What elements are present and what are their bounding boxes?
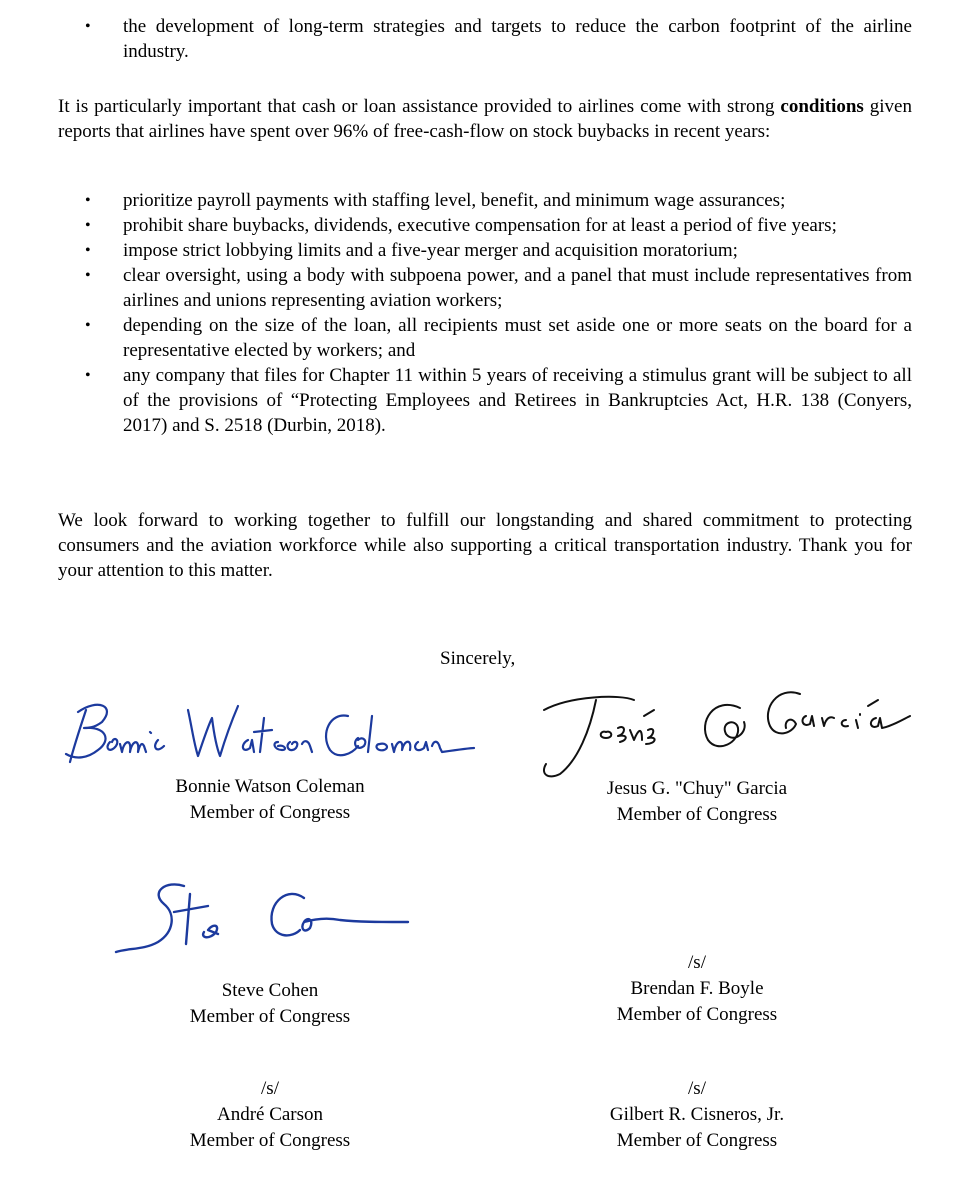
signature-cohen-icon (108, 872, 418, 962)
bullet-icon: • (85, 192, 91, 209)
signatory-name: André Carson (216, 1104, 324, 1125)
signatory-name: Steve Cohen (221, 980, 319, 1001)
bullet-icon: • (85, 367, 91, 384)
signature-mark: /s/ (261, 1078, 279, 1099)
signatory-title: Member of Congress (616, 804, 778, 825)
bullet-text: prohibit share buybacks, dividends, executive compensation for at least a period of five years; (123, 215, 837, 236)
conditions-list (58, 188, 912, 438)
signature-garcia (530, 682, 920, 782)
list-item (58, 188, 912, 213)
signature-coleman (58, 688, 478, 768)
list-item (58, 213, 912, 238)
list-item (58, 238, 912, 263)
list-item (58, 263, 912, 313)
signature-coleman-icon (58, 688, 478, 768)
list-item (58, 14, 912, 64)
signatory-garcia (507, 776, 887, 828)
bullet-text: impose strict lobbying limits and a five-year merger and acquisition moratorium; (123, 240, 738, 261)
signatory-title: Member of Congress (616, 1130, 778, 1151)
list-item (58, 363, 912, 438)
bullet-icon: • (85, 18, 91, 35)
conditions-paragraph (58, 94, 912, 144)
bullet-icon: • (85, 217, 91, 234)
bullet-text: depending on the size of the loan, all recipients must set aside one or more seats on the board for a representative elected by workers; and (123, 315, 912, 361)
bullet-text: any company that files for Chapter 11 within 5 years of receiving a stimulus grant will be subject to all of the provisions of “Protecting Employees and Retirees in Bankruptcies Act, H.R. 138 (Conyers, 2017) and S. 2518 (Durbin, 2018). (123, 365, 912, 436)
signatory-name: Gilbert R. Cisneros, Jr. (609, 1104, 785, 1125)
signatory-title: Member of Congress (189, 1130, 351, 1151)
signatory-title: Member of Congress (616, 1004, 778, 1025)
signatory-cisneros (507, 1076, 887, 1154)
bullet-icon: • (85, 267, 91, 284)
signatory-name: Jesus G. "Chuy" Garcia (606, 778, 788, 799)
signature-cohen (108, 872, 418, 962)
signature-garcia-icon (530, 682, 920, 782)
sign-off: Sincerely, (440, 648, 516, 669)
signatory-title: Member of Congress (189, 1006, 351, 1027)
conditions-intro-text-end: given reports that airlines have spent over 96% of free-cash-flow on stock buybacks in recent years: (58, 96, 912, 142)
signatory-boyle (507, 950, 887, 1028)
signatory-title: Member of Congress (189, 802, 351, 823)
bullet-icon: • (85, 317, 91, 334)
signatory-name: Brendan F. Boyle (630, 978, 764, 999)
signatory-cohen (80, 978, 460, 1030)
signature-mark: /s/ (688, 952, 706, 973)
signatory-coleman (80, 774, 460, 826)
top-bullet-list (58, 14, 912, 64)
signatory-name: Bonnie Watson Coleman (175, 776, 365, 797)
conditions-intro-text: It is particularly important that cash or loan assistance provided to airlines come with strong (58, 96, 781, 117)
bullet-text: clear oversight, using a body with subpoena power, and a panel that must include representatives from airlines and unions representing aviation workers; (123, 265, 912, 311)
signatory-carson (80, 1076, 460, 1154)
list-item (58, 313, 912, 363)
signature-mark: /s/ (688, 1078, 706, 1099)
bullet-text: the development of long-term strategies and targets to reduce the carbon footprint of the airline industry. (123, 16, 912, 62)
bullet-icon: • (85, 242, 91, 259)
closing-paragraph: We look forward to working together to fulfill our longstanding and shared commitment to protecting consumers and the aviation workforce while also supporting a critical transportation industry. Thank you for your attention to this matter. (58, 510, 912, 581)
bullet-text: prioritize payroll payments with staffing level, benefit, and minimum wage assurances; (123, 190, 786, 211)
conditions-emphasis: conditions (780, 96, 864, 117)
